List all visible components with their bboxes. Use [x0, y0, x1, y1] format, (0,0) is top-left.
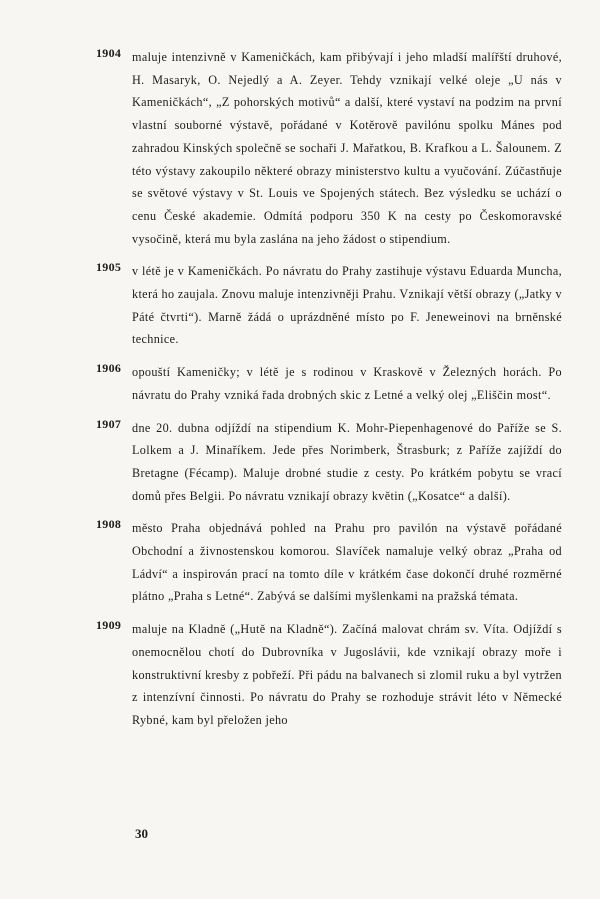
entry-text: dne 20. dubna odjíždí na stipendium K. Mohr-Piepenhagenové do Paříže se S. Lolkem a J. Minaříkem. Jede přes Norimberk, Štrasburk; z Paříže zajíždí do Bretagne (Fécamp). Maluje drobné studie z cesty. Po krátkém pobytu se vrací domů přes Belgii. Po návratu vznikají obrazy květin („Kosatce“ a další).: [132, 420, 562, 503]
entry-year: 1908: [96, 517, 122, 532]
entry-year: 1909: [96, 618, 122, 633]
chronology-entry-1905: [96, 260, 562, 351]
page-number: 30: [135, 826, 148, 841]
chronology-list: [96, 46, 562, 742]
chronology-entry-1907: [96, 417, 562, 508]
entry-year: 1904: [96, 46, 122, 60]
entry-text: maluje intenzivně v Kameničkách, kam přibývají i jeho mladší malířští druhové, H. Masaryk, O. Nejedlý a A. Zeyer. Tehdy vznikají velké oleje „U nás v Kameničkách“, „Z pohorských motivů“ a další, které vystaví na podzim na první vlastní souborné výstavě, pořádané v Kotěrově pavilónu spolku Mánes pod zahradou Kinských společně se sochaři J. Mařatkou, B. Krafkou a L. Šalounem. Z této výstavy zakoupilo některé obrazy ministerstvo kultu a vyučování. Zúčastňuje se světové výstavy v St. Louis ve Spojených státech. Bez výsledku se uchází o cenu České akademie. Odmítá podporu 350 K na cesty po Českomoravské vysočině, která mu byla zaslána na jeho žádost o stipendium.: [132, 50, 562, 246]
chronology-entry-1906: [96, 361, 562, 406]
chronology-entry-1908: [96, 517, 562, 608]
chronology-entry-1904: [96, 46, 562, 250]
chronology-entry-1909: [96, 618, 562, 732]
entry-year: 1907: [96, 416, 122, 431]
entry-text: opouští Kameničky; v létě je s rodinou v Kraskově v Železných horách. Po návratu do Prahy vzniká řada drobných skic z Letné a velký olej „Eliščin most“.: [132, 365, 562, 402]
entry-year: 1905: [96, 260, 122, 275]
entry-text: v létě je v Kameničkách. Po návratu do Prahy zastihuje výstavu Eduarda Muncha, která ho zaujala. Znovu maluje intenzivněji Prahu. Vznikají větší obrazy („Jatky v Páté čtvrti“). Marně žádá o uprázdněné místo po F. Jeneweinovi na brněnské technice.: [132, 264, 562, 347]
entry-year: 1906: [96, 361, 122, 376]
entry-text: město Praha objednává pohled na Prahu pro pavilón na výstavě pořádané Obchodní a živnostenskou komorou. Slavíček namaluje velký obraz „Praha od Ládví“ a inspirován prací na tomto díle v krátkém čase dokončí druhé rozměrné plátno „Praha s Letné“. Zabývá se dalšími myšlenkami na pražská témata.: [132, 521, 562, 604]
entry-text: maluje na Kladně („Hutě na Kladně“). Začíná malovat chrám sv. Víta. Odjíždí s onemocnělou chotí do Dubrovníka v Jugoslávii, kde vznikají obrazy moře i konstruktivní kresby z pobřeží. Při pádu na balvanech si zlomil ruku a byl vytržen z intenzívní činnosti. Po návratu do Prahy se rozhoduje strávit léto v Německé Rybné, kam byl přeložen jeho: [132, 622, 562, 727]
